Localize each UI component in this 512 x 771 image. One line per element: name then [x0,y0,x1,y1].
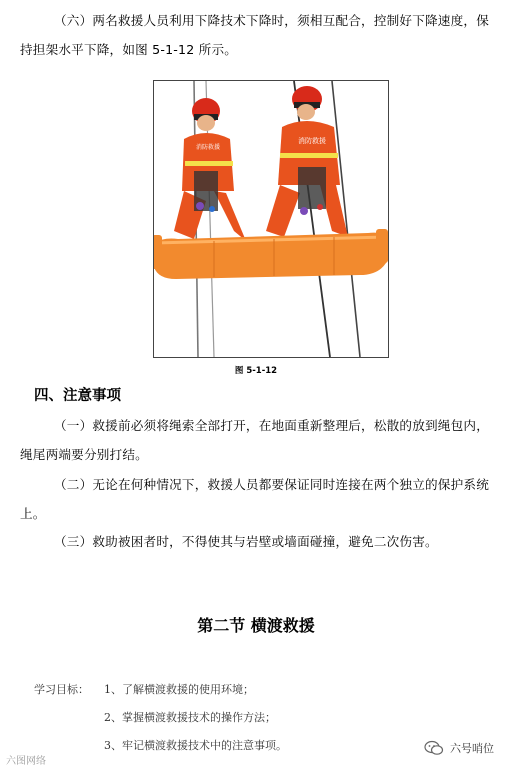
rescuer-right [266,86,348,237]
section4-heading: 四、注意事项 [34,388,121,404]
watermark-right [424,740,494,756]
goal-row-1 [34,676,287,704]
paragraph-step-6: （六）两名救援人员利用下降技术下降时，须相互配合，控制好下降速度，保持担架水平下降，如图 5-1-12 所示。 [20,13,489,57]
rescue-illustration [154,81,388,357]
learning-goals [34,676,287,760]
figure-caption: 图 5-1-12 [234,366,278,376]
note-1: （一）救援前必须将绳索全部打开，在地面重新整理后，松散的放到绳包内，绳尾两端要分别打结。 [20,418,489,462]
goal-item: 1、了解横渡救援的使用环境； [104,683,254,696]
note-2: （二）无论在何种情况下，救援人员都要保证同时连接在两个独立的保护系统上。 [20,477,489,521]
watermark-left: 六图网络 [6,756,46,767]
note-3: （三）救助被困者时，不得使其与岩壁或墙面碰撞，避免二次伤害。 [54,534,438,549]
uniform-text-left: 消防救援 [195,144,221,151]
goal-item: 2、掌握横渡救援技术的操作方法； [104,711,276,724]
goal-item: 3、牢记横渡救援技术中的注意事项。 [104,739,287,752]
goals-label: 学习目标： [34,683,89,696]
rescue-figure [153,80,389,358]
wechat-icon [424,740,444,756]
uniform-text-right: 消防救援 [298,137,326,145]
watermark-right-text: 六号哨位 [450,742,494,755]
section2-title: 第二节 横渡救援 [197,616,315,635]
